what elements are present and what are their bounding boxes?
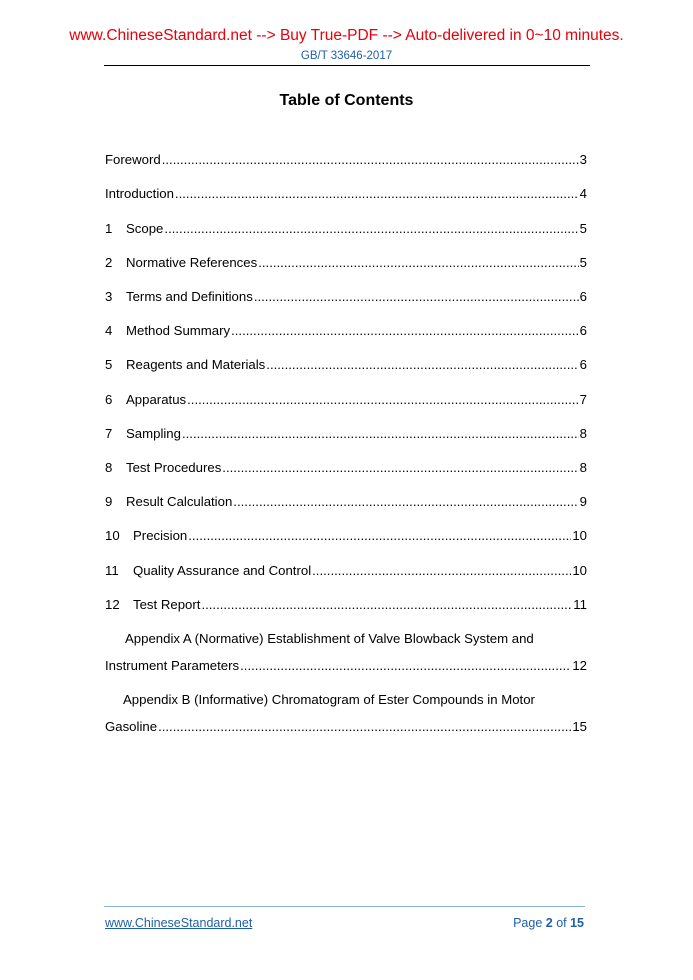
page-total: 15 [570, 916, 584, 930]
toc-dot-leader [312, 563, 571, 579]
toc-entry-reagents-materials[interactable] [105, 357, 587, 373]
toc-entry-precision[interactable] [105, 528, 587, 544]
toc-entry-test-procedures[interactable] [105, 460, 587, 476]
toc-entry-normative-references[interactable] [105, 255, 587, 271]
toc-appendix-a-line1[interactable]: Appendix A (Normative) Establishment of Valve Blowback System and [125, 631, 534, 646]
toc-dot-leader [233, 494, 578, 510]
toc-entry-page: 9 [579, 494, 587, 509]
toc-dot-leader [187, 392, 579, 408]
toc-dot-leader [188, 528, 571, 544]
toc-entry-page: 6 [579, 357, 587, 372]
page-of: of [552, 916, 571, 930]
toc-dot-leader [158, 719, 571, 735]
toc-entry-label: Gasoline [105, 719, 158, 734]
toc-entry-introduction[interactable] [105, 186, 587, 202]
toc-entry-page: 6 [579, 289, 587, 304]
toc-entry-label: Sampling [126, 426, 181, 441]
toc-entry-label: Quality Assurance and Control [133, 563, 312, 578]
toc-entry-label: Reagents and Materials [126, 357, 266, 372]
toc-entry-foreword[interactable] [105, 152, 587, 168]
toc-entry-test-report[interactable] [105, 597, 587, 613]
toc-entry-apparatus[interactable] [105, 392, 587, 408]
toc-dot-leader [175, 186, 579, 202]
footer-website-link[interactable]: www.ChineseStandard.net [105, 916, 253, 930]
toc-entry-number: 4 [105, 323, 113, 338]
toc-entry-page: 10 [572, 563, 587, 578]
toc-entry-number: 10 [105, 528, 120, 543]
toc-entry-label: Result Calculation [126, 494, 233, 509]
toc-dot-leader [266, 357, 578, 373]
toc-dot-leader [222, 460, 578, 476]
page-current: 2 [545, 916, 553, 930]
toc-entry-page: 15 [572, 719, 587, 734]
toc-entry-label: Scope [126, 221, 164, 236]
page-title: Table of Contents [279, 92, 414, 109]
toc-entry-number: 6 [105, 392, 113, 407]
toc-entry-number: 3 [105, 289, 113, 304]
toc-entry-appendix-a[interactable] [105, 658, 587, 674]
toc-entry-number: 9 [105, 494, 113, 509]
toc-entry-number: 8 [105, 460, 113, 475]
standard-code: GB/T 33646-2017 [300, 50, 393, 62]
toc-appendix-b-line1[interactable]: Appendix B (Informative) Chromatogram of Ester Compounds in Motor [123, 692, 535, 707]
toc-entry-quality-assurance[interactable] [105, 563, 587, 579]
toc-entry-page: 6 [579, 323, 587, 338]
toc-dot-leader [258, 255, 578, 271]
toc-entry-label: Method Summary [126, 323, 231, 338]
promo-banner[interactable]: www.ChineseStandard.net --> Buy True-PDF --> Auto-delivered in 0~10 minutes. [69, 27, 624, 44]
toc-entry-page: 7 [579, 392, 587, 407]
page-prefix: Page [513, 916, 546, 930]
toc-entry-method-summary[interactable] [105, 323, 587, 339]
toc-dot-leader [164, 221, 578, 237]
toc-entry-appendix-b[interactable] [105, 719, 587, 735]
toc-entry-terms-definitions[interactable] [105, 289, 587, 305]
toc-entry-number: 12 [105, 597, 120, 612]
toc-entry-number: 11 [105, 563, 119, 578]
toc-entry-page: 11 [573, 597, 587, 612]
toc-entry-label: Apparatus [126, 392, 187, 407]
toc-dot-leader [162, 152, 579, 168]
header-divider [104, 65, 590, 66]
toc-entry-page: 10 [572, 528, 587, 543]
toc-entry-scope[interactable] [105, 221, 587, 237]
toc-entry-page: 8 [579, 426, 587, 441]
toc-entry-number: 1 [105, 221, 113, 236]
toc-entry-page: 8 [579, 460, 587, 475]
footer-divider [104, 906, 585, 907]
toc-dot-leader [201, 597, 572, 613]
toc-dot-leader [254, 289, 579, 305]
toc-entry-result-calculation[interactable] [105, 494, 587, 510]
toc-entry-label: Instrument Parameters [105, 658, 240, 673]
toc-dot-leader [182, 426, 579, 442]
toc-entry-label: Normative References [126, 255, 258, 270]
toc-entry-label: Terms and Definitions [126, 289, 253, 304]
toc-entry-sampling[interactable] [105, 426, 587, 442]
toc-entry-number: 5 [105, 357, 113, 372]
toc-entry-page: 3 [579, 152, 587, 167]
toc-entry-number: 2 [105, 255, 113, 270]
toc-entry-page: 4 [579, 186, 587, 201]
toc-entry-label: Foreword [105, 152, 161, 167]
toc-entry-page: 12 [572, 658, 587, 673]
footer-page-number [513, 916, 584, 930]
toc-entry-number: 7 [105, 426, 113, 441]
toc-entry-label: Introduction [105, 186, 174, 201]
toc-dot-leader [231, 323, 579, 339]
toc-entry-label: Test Procedures [126, 460, 222, 475]
toc-dot-leader [240, 658, 571, 674]
toc-entry-label: Precision [133, 528, 188, 543]
toc-entry-page: 5 [579, 221, 587, 236]
toc-entry-page: 5 [579, 255, 587, 270]
toc-entry-label: Test Report [133, 597, 201, 612]
